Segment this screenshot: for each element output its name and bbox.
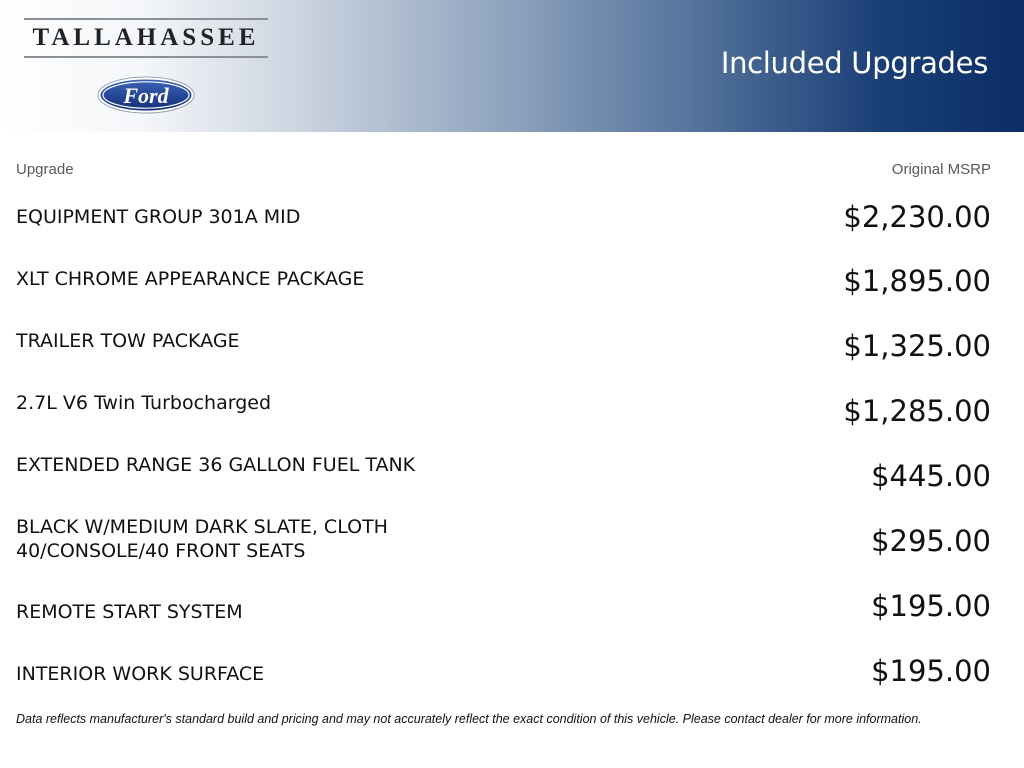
upgrade-price: $195.00 (871, 654, 991, 688)
page-title: Included Upgrades (720, 46, 988, 80)
upgrade-price: $1,285.00 (843, 394, 991, 428)
upgrade-row (16, 453, 991, 515)
upgrade-price: $195.00 (871, 589, 991, 623)
upgrade-price: $445.00 (871, 459, 991, 493)
upgrade-row (16, 200, 991, 267)
logo-rule-top (24, 18, 268, 20)
upgrade-row (16, 391, 991, 453)
disclaimer-text: Data reflects manufacturer's standard build and pricing and may not accurately reflect the exact condition of this vehicle. Please contact dealer for more information. (16, 712, 922, 726)
header-banner (0, 0, 1024, 132)
upgrade-row (16, 264, 991, 329)
upgrade-name: INTERIOR WORK SURFACE (16, 663, 265, 685)
upgrade-name: BLACK W/MEDIUM DARK SLATE, CLOTH 40/CONSOLE/40 FRONT SEATS (16, 516, 388, 562)
upgrade-name: XLT CHROME APPEARANCE PACKAGE (16, 268, 365, 290)
upgrade-price: $1,325.00 (843, 329, 991, 363)
upgrade-name: EXTENDED RANGE 36 GALLON FUEL TANK (16, 454, 416, 476)
upgrade-row (16, 589, 991, 662)
ford-logo-icon (97, 76, 195, 114)
column-header-upgrade: Upgrade (16, 161, 74, 178)
logo-rule-bottom (24, 56, 268, 58)
upgrade-row (16, 515, 991, 577)
upgrade-price: $1,895.00 (843, 264, 991, 298)
upgrade-name: REMOTE START SYSTEM (16, 601, 243, 623)
upgrade-price: $2,230.00 (843, 200, 991, 234)
dealer-name: TALLAHASSEE (32, 24, 260, 51)
upgrade-name: 2.7L V6 Twin Turbocharged (16, 392, 272, 414)
column-header-msrp: Original MSRP (891, 161, 991, 178)
upgrade-price: $295.00 (871, 524, 991, 558)
ford-logo-text: Ford (123, 83, 169, 108)
upgrade-row (16, 329, 991, 391)
upgrade-name: TRAILER TOW PACKAGE (16, 330, 240, 352)
upgrade-name: EQUIPMENT GROUP 301A MID (16, 206, 301, 228)
dealer-logo (24, 18, 268, 58)
